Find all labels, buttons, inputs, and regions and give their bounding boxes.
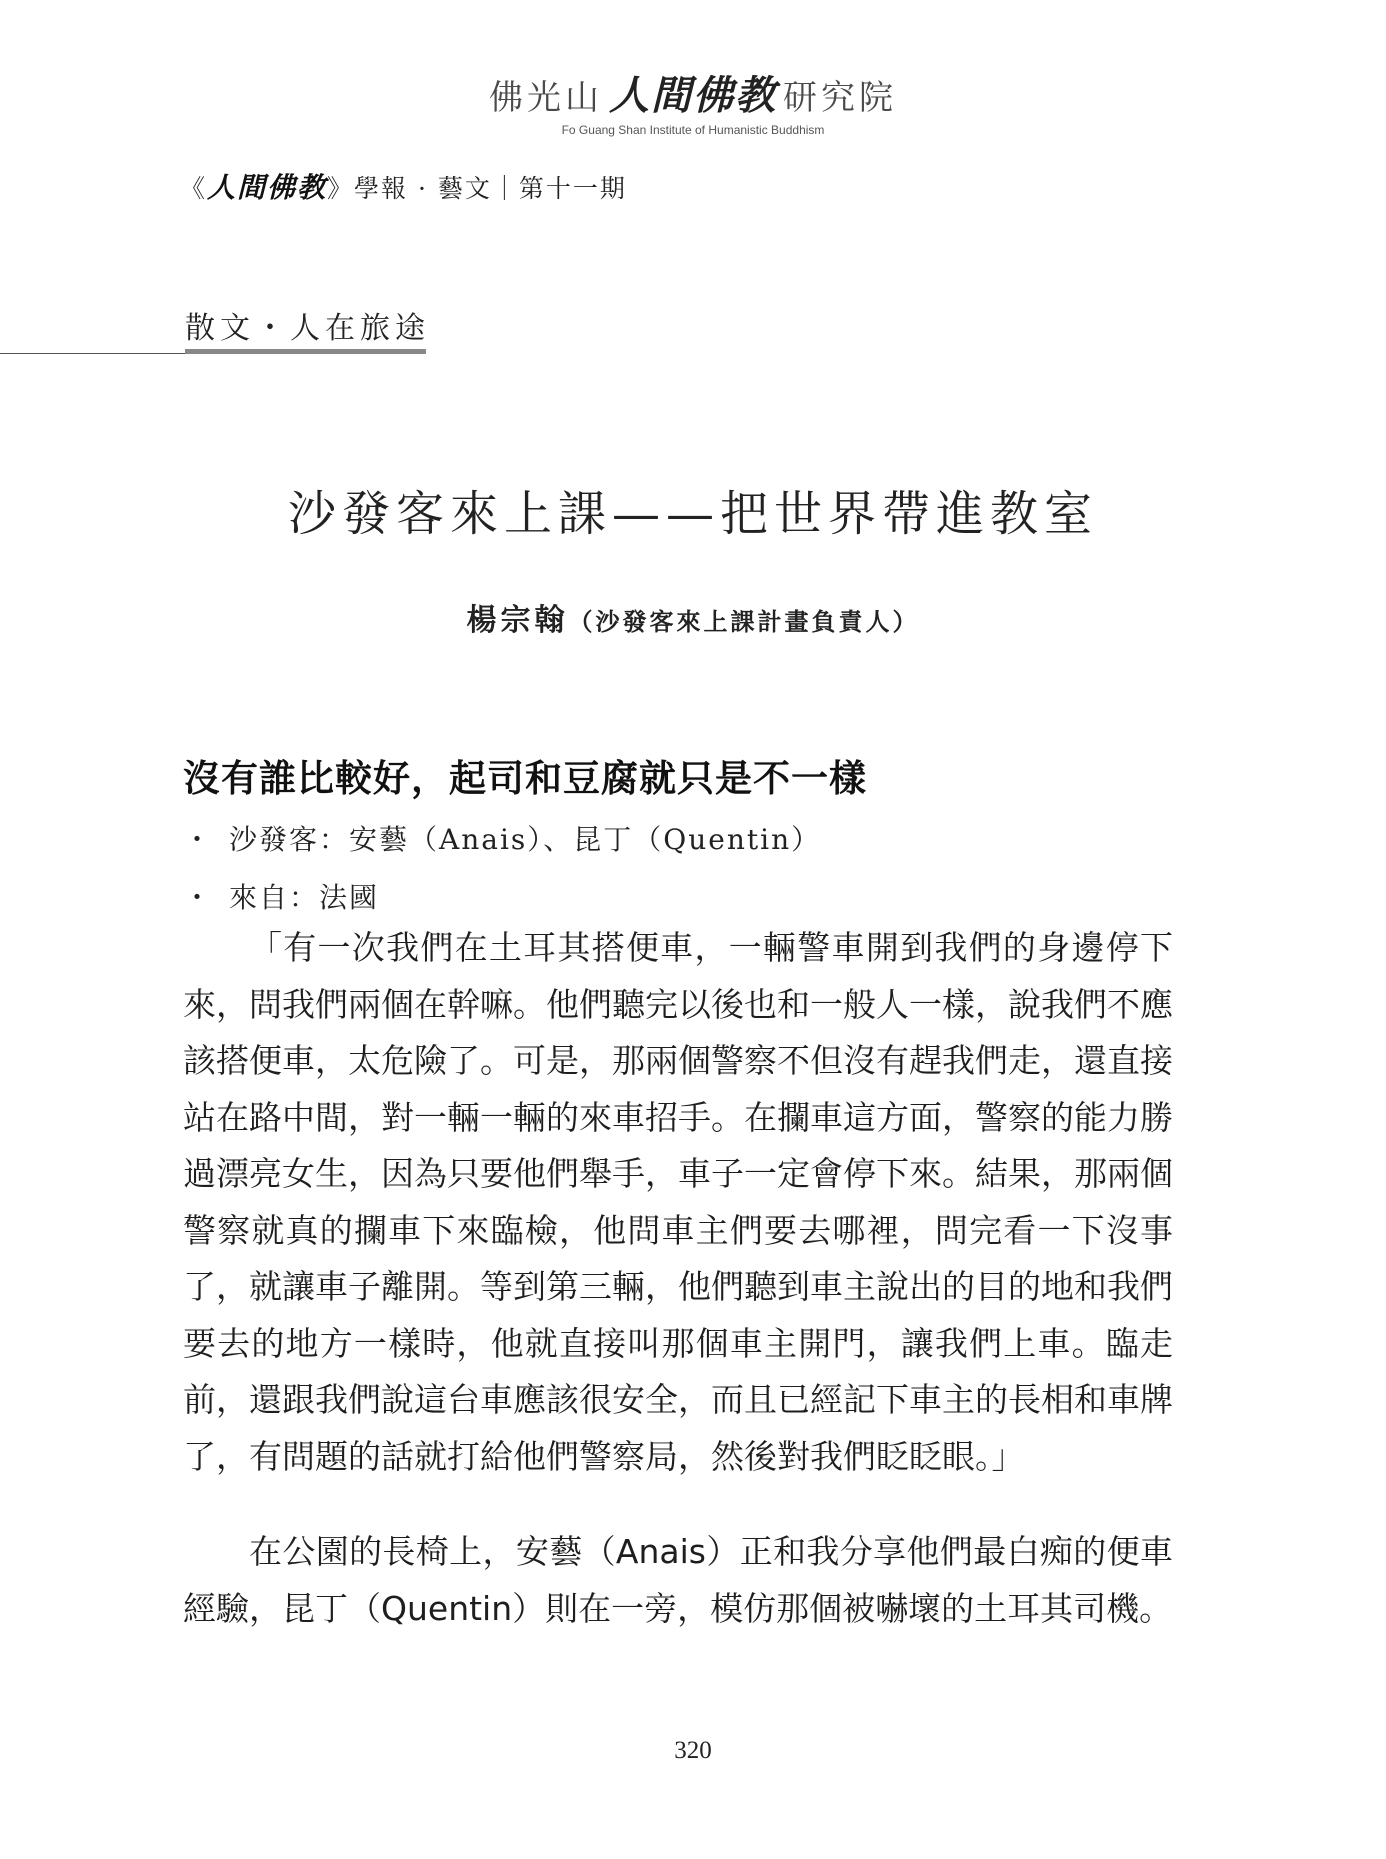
institute-suffix: 研究院 (783, 78, 897, 118)
journal-brand-logo: 人間佛教 (207, 171, 328, 204)
journal-issue-text: 》學報 · 藝文｜第十一期 (327, 174, 627, 203)
section-label: 散文・人在旅途 (185, 311, 430, 346)
body-paragraph: 在公園的長椅上，安藝（Anais）正和我分享他們最白痴的便車經驗，昆丁（Quentin）則在一旁，模仿那個被嚇壞的土耳其司機。 (183, 1532, 1173, 1628)
meta-guests (183, 818, 821, 858)
section-divider-thick (185, 349, 426, 354)
meta-origin-text: 來自：法國 (229, 881, 380, 914)
institute-brand-logo: 人間佛教 (609, 73, 777, 119)
article-title: 沙發客來上課——把世界帶進教室 (287, 486, 1098, 542)
section-subheading: 沒有誰比較好，起司和豆腐就只是不一樣 (183, 757, 867, 800)
page-number: 320 (674, 1737, 712, 1764)
meta-guests-text: 沙發客：安藝（Anais）、昆丁（Quentin） (229, 823, 822, 856)
bullet-icon: ・ (183, 823, 214, 856)
author-line (0, 595, 1386, 639)
bullet-icon: ・ (183, 881, 214, 914)
institute-name (0, 64, 1386, 121)
author-name: 楊宗翰 (466, 603, 569, 638)
meta-origin (183, 876, 379, 916)
institute-prefix: 佛光山 (489, 78, 603, 118)
author-role: （沙發客來上課計畫負責人） (568, 607, 920, 636)
journal-open-quote: 《 (180, 174, 208, 203)
institute-english-name: Fo Guang Shan Institute of Humanistic Buddhism (561, 123, 825, 137)
journal-line (180, 166, 627, 206)
body-paragraph: 「有一次我們在土耳其搭便車，一輛警車開到我們的身邊停下來，問我們兩個在幹嘛。他們聽完以後也和一般人一樣，說我們不應該搭便車，太危險了。可是，那兩個警察不但沒有趕我們走，還直接站在路中間，對一輛一輛的來車招手。在攔車這方面，警察的能力勝過漂亮女生，因為只要他們舉手，車子一定會停下來。結果，那兩個警察就真的攔車下來臨檢，他問車主們要去哪裡，問完看一下沒事了，就讓車子離開。等到第三輛，他們聽到車主說出的目的地和我們要去的地方一樣時，他就直接叫那個車主開門，讓我們上車。臨走前，還跟我們說這台車應該很安全，而且已經記下車主的長相和車牌了，有問題的話就打給他們警察局，然後對我們眨眨眼。」 (183, 928, 1173, 1476)
institute-header (0, 64, 1386, 137)
